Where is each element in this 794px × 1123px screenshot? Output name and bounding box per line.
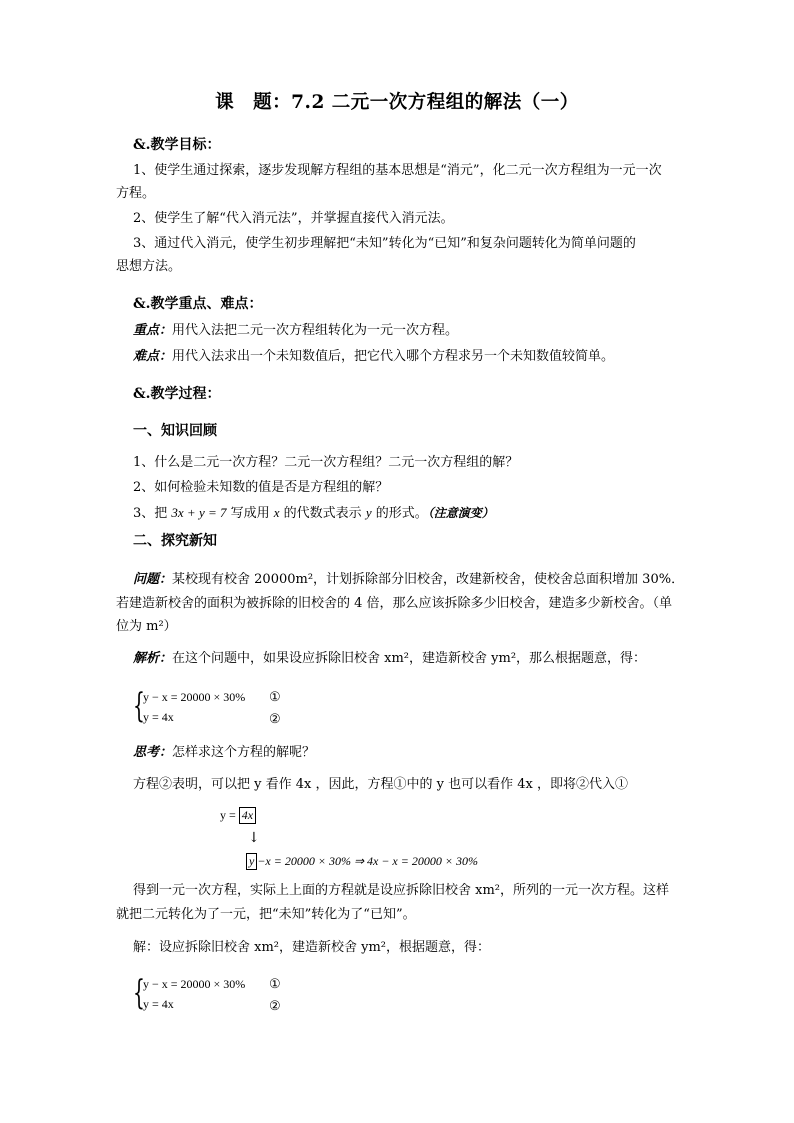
system1-mark2: ② — [269, 712, 281, 727]
subst-top-box: 4x — [239, 807, 256, 824]
q3-mid: 写成用 — [226, 506, 274, 521]
system2-eq1: y − x = 20000 × 30% — [143, 977, 246, 991]
equation-system-2 — [133, 973, 293, 1017]
key-heading: &.教学重点、难点： — [133, 296, 263, 312]
q3-pre: 3、把 — [133, 506, 172, 521]
process-heading: &.教学过程： — [133, 386, 221, 402]
result-line-1: 得到一元一次方程，实际上上面的方程就是设应拆除旧校舍 xm²，所列的一元一次方程。这样 — [133, 883, 670, 898]
system1-eq1: y − x = 20000 × 30% — [143, 690, 246, 704]
review-q3 — [133, 502, 494, 525]
system2-mark1: ① — [269, 977, 281, 992]
subst-bottom-rest: −x = 20000 × 30% ⇒ 4x − x = 20000 × 30% — [257, 854, 478, 868]
goal-line-3: 2、使学生了解“代入消元法”，并掌握直接代入消元法。 — [133, 211, 454, 226]
subst-top — [220, 807, 256, 824]
analysis-text: 在这个问题中，如果设应拆除旧校舍 xm²，建造新校舍 ym²，那么根据题意，得： — [172, 651, 647, 666]
analysis-label: 解析： — [133, 651, 173, 666]
equation-system-1 — [133, 686, 293, 730]
q3-post: 的形式。 — [371, 506, 428, 521]
problem-text-1: 某校现有校舍 20000m²，计划拆除部分旧校舍，改建新校舍，使校舍总面积增加 30%． — [172, 572, 685, 587]
q3-x: x — [273, 505, 280, 520]
solution-line: 解：设应拆除旧校舍 xm²，建造新校舍 ym²，根据题意，得： — [133, 940, 491, 955]
difficulty-line — [133, 346, 614, 368]
focus-text: 用代入法把二元一次方程组转化为一元一次方程。 — [172, 323, 459, 338]
q3-note: （注意演变） — [427, 506, 494, 520]
page-title: 课 题：7.2 二元一次方程组的解法（一） — [215, 92, 579, 113]
review-heading: 一、知识回顾 — [133, 423, 217, 439]
explain-line: 方程②表明，可以把 y 看作 4x ，因此，方程①中的 y 也可以看作 4x ，即将②代入① — [133, 777, 628, 792]
review-q2: 2、如何检验未知数的值是否是方程组的解？ — [133, 480, 389, 495]
problem-line-2: 若建造新校舍的面积为被拆除的旧校舍的 4 倍，那么应该拆除多少旧校舍，建造多少新校舍。（单 — [116, 596, 673, 611]
q3-mid2: 的代数式表示 — [279, 506, 366, 521]
review-q1: 1、什么是二元一次方程？二元一次方程组？二元一次方程组的解？ — [133, 455, 519, 470]
q3-equation: 3x + y = 7 — [171, 505, 227, 520]
difficulty-label: 难点： — [133, 349, 173, 364]
goal-line-1: 1、使学生通过探索，逐步发现解方程组的基本思想是“消元”，化二元一次方程组为一元一次 — [133, 163, 662, 178]
system1-eq2: y = 4x — [143, 710, 174, 724]
subst-bottom — [246, 853, 478, 870]
goal-line-4: 3、通过代入消元，使学生初步理解把“未知”转化为“已知”和复杂问题转化为简单问题的 — [133, 236, 636, 251]
system2-eq2: y = 4x — [143, 997, 174, 1011]
think-label: 思考： — [133, 745, 173, 760]
brace-icon: { — [133, 686, 145, 726]
goal-line-2: 方程。 — [116, 186, 156, 201]
problem-line-3: 位为 m²） — [116, 619, 177, 634]
result-line-2: 就把二元转化为了一元，把“未知”转化为了“已知”。 — [116, 907, 416, 922]
focus-line — [133, 320, 458, 342]
think-line — [133, 742, 315, 764]
difficulty-text: 用代入法求出一个未知数值后，把它代入哪个方程求另一个未知数值较简单。 — [172, 349, 615, 364]
system2-mark2: ② — [269, 999, 281, 1014]
explore-heading: 二、探究新知 — [133, 533, 217, 549]
down-arrow-icon: ↓ — [248, 830, 260, 846]
analysis-line — [133, 648, 646, 670]
goal-line-5: 思想方法。 — [116, 259, 182, 274]
subst-bottom-box: y — [246, 853, 257, 870]
q3-y: y — [365, 505, 372, 520]
focus-label: 重点： — [133, 323, 173, 338]
brace-icon: { — [133, 973, 145, 1013]
problem-label: 问题： — [133, 572, 173, 587]
subst-top-left: y = — [220, 808, 236, 822]
system1-mark1: ① — [269, 690, 281, 705]
problem-line-1 — [133, 569, 684, 591]
goals-heading: &.教学目标： — [133, 137, 221, 153]
think-text: 怎样求这个方程的解呢？ — [172, 745, 316, 760]
